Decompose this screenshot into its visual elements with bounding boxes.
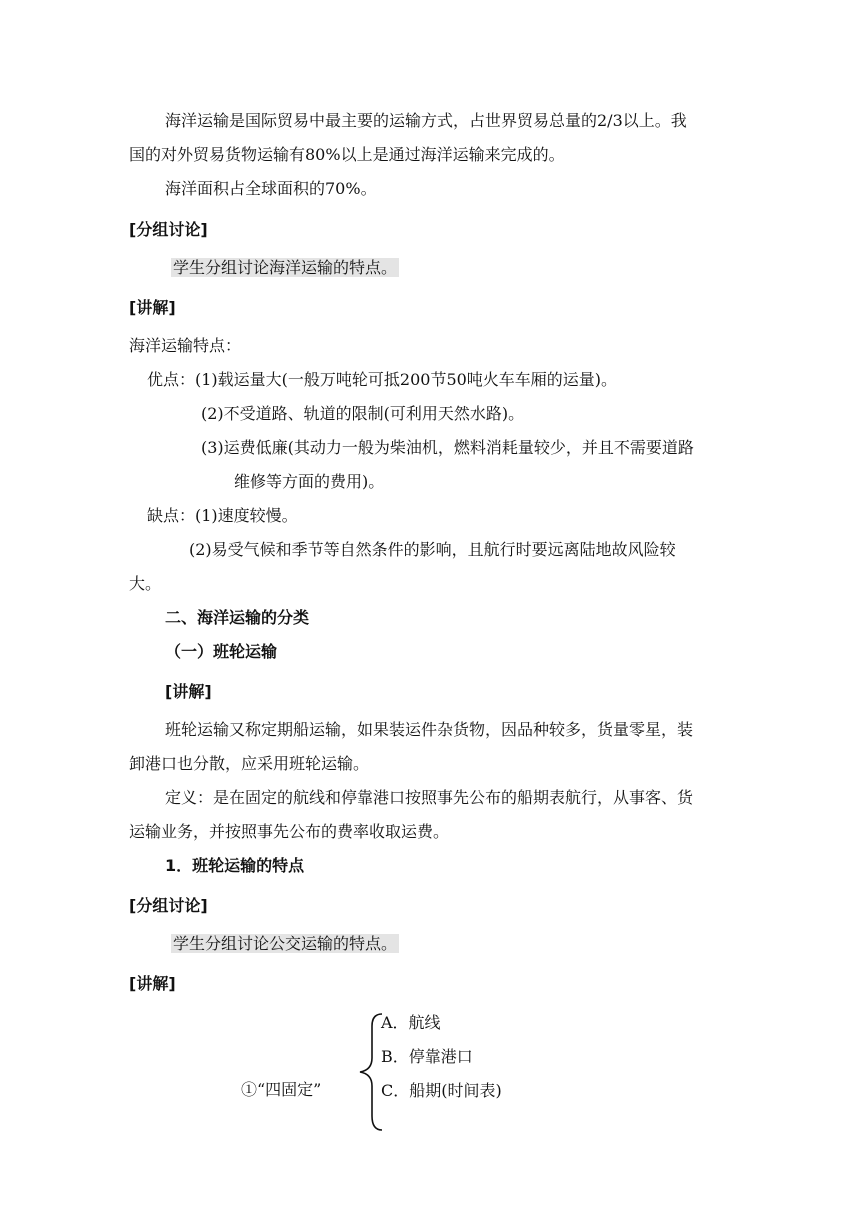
heading-explain-2: [讲解]: [165, 682, 212, 701]
advantage-3-line2: 维修等方面的费用)。: [234, 472, 385, 491]
discuss-text-2: 学生分组讨论公交运输的特点。: [173, 934, 398, 953]
disadvantage-1: 缺点：(1)速度较慢。: [147, 506, 298, 525]
heading-discuss-2: [分组讨论]: [129, 896, 208, 915]
four-fixed-label: ①“四固定”: [241, 1080, 322, 1099]
curly-brace-icon: [352, 1008, 384, 1134]
section-title-2: 二、海洋运输的分类: [165, 608, 310, 627]
disadvantage-2-line2: 大。: [129, 574, 162, 593]
para2: 海洋面积占全球面积的70%。: [165, 179, 377, 198]
four-fixed-item-a: A．航线: [381, 1013, 441, 1032]
advantage-2: (2)不受道路、轨道的限制(可利用天然水路)。: [201, 404, 525, 423]
four-fixed-item-c: C．船期(时间表): [381, 1081, 502, 1100]
liner-line1: 班轮运输又称定期船运输，如果装运件杂货物，因品种较多，货量零星，装: [165, 720, 694, 739]
liner-line2: 卸港口也分散，应采用班轮运输。: [129, 754, 370, 773]
definition-line1: 定义：是在固定的航线和停靠港口按照事先公布的船期表航行，从事客、货: [165, 788, 694, 807]
subsection-title-1: （一）班轮运输: [165, 642, 278, 661]
advantage-3-line1: (3)运费低廉(其动力一般为柴油机，燃料消耗量较少，并且不需要道路: [201, 438, 694, 457]
disadvantage-2-line1: (2)易受气候和季节等自然条件的影响，且航行时要远离陆地故风险较: [189, 540, 676, 559]
heading-explain-3: [讲解]: [129, 974, 176, 993]
point-1-title: 1．班轮运输的特点: [165, 856, 305, 875]
heading-discuss-1: [分组讨论]: [129, 220, 208, 239]
definition-line2: 运输业务，并按照事先公布的费率收取运费。: [129, 822, 450, 841]
advantage-1: 优点：(1)载运量大(一般万吨轮可抵200节50吨火车车厢的运量)。: [147, 370, 618, 389]
para1-line2: 国的对外贸易货物运输有80%以上是通过海洋运输来完成的。: [129, 145, 565, 164]
features-title: 海洋运输特点：: [129, 336, 242, 355]
four-fixed-item-b: B．停靠港口: [381, 1047, 473, 1066]
discuss-text-1: 学生分组讨论海洋运输的特点。: [173, 258, 398, 277]
heading-explain-1: [讲解]: [129, 298, 176, 317]
para1-line1: 海洋运输是国际贸易中最主要的运输方式，占世界贸易总量的2/3以上。我: [165, 111, 687, 130]
